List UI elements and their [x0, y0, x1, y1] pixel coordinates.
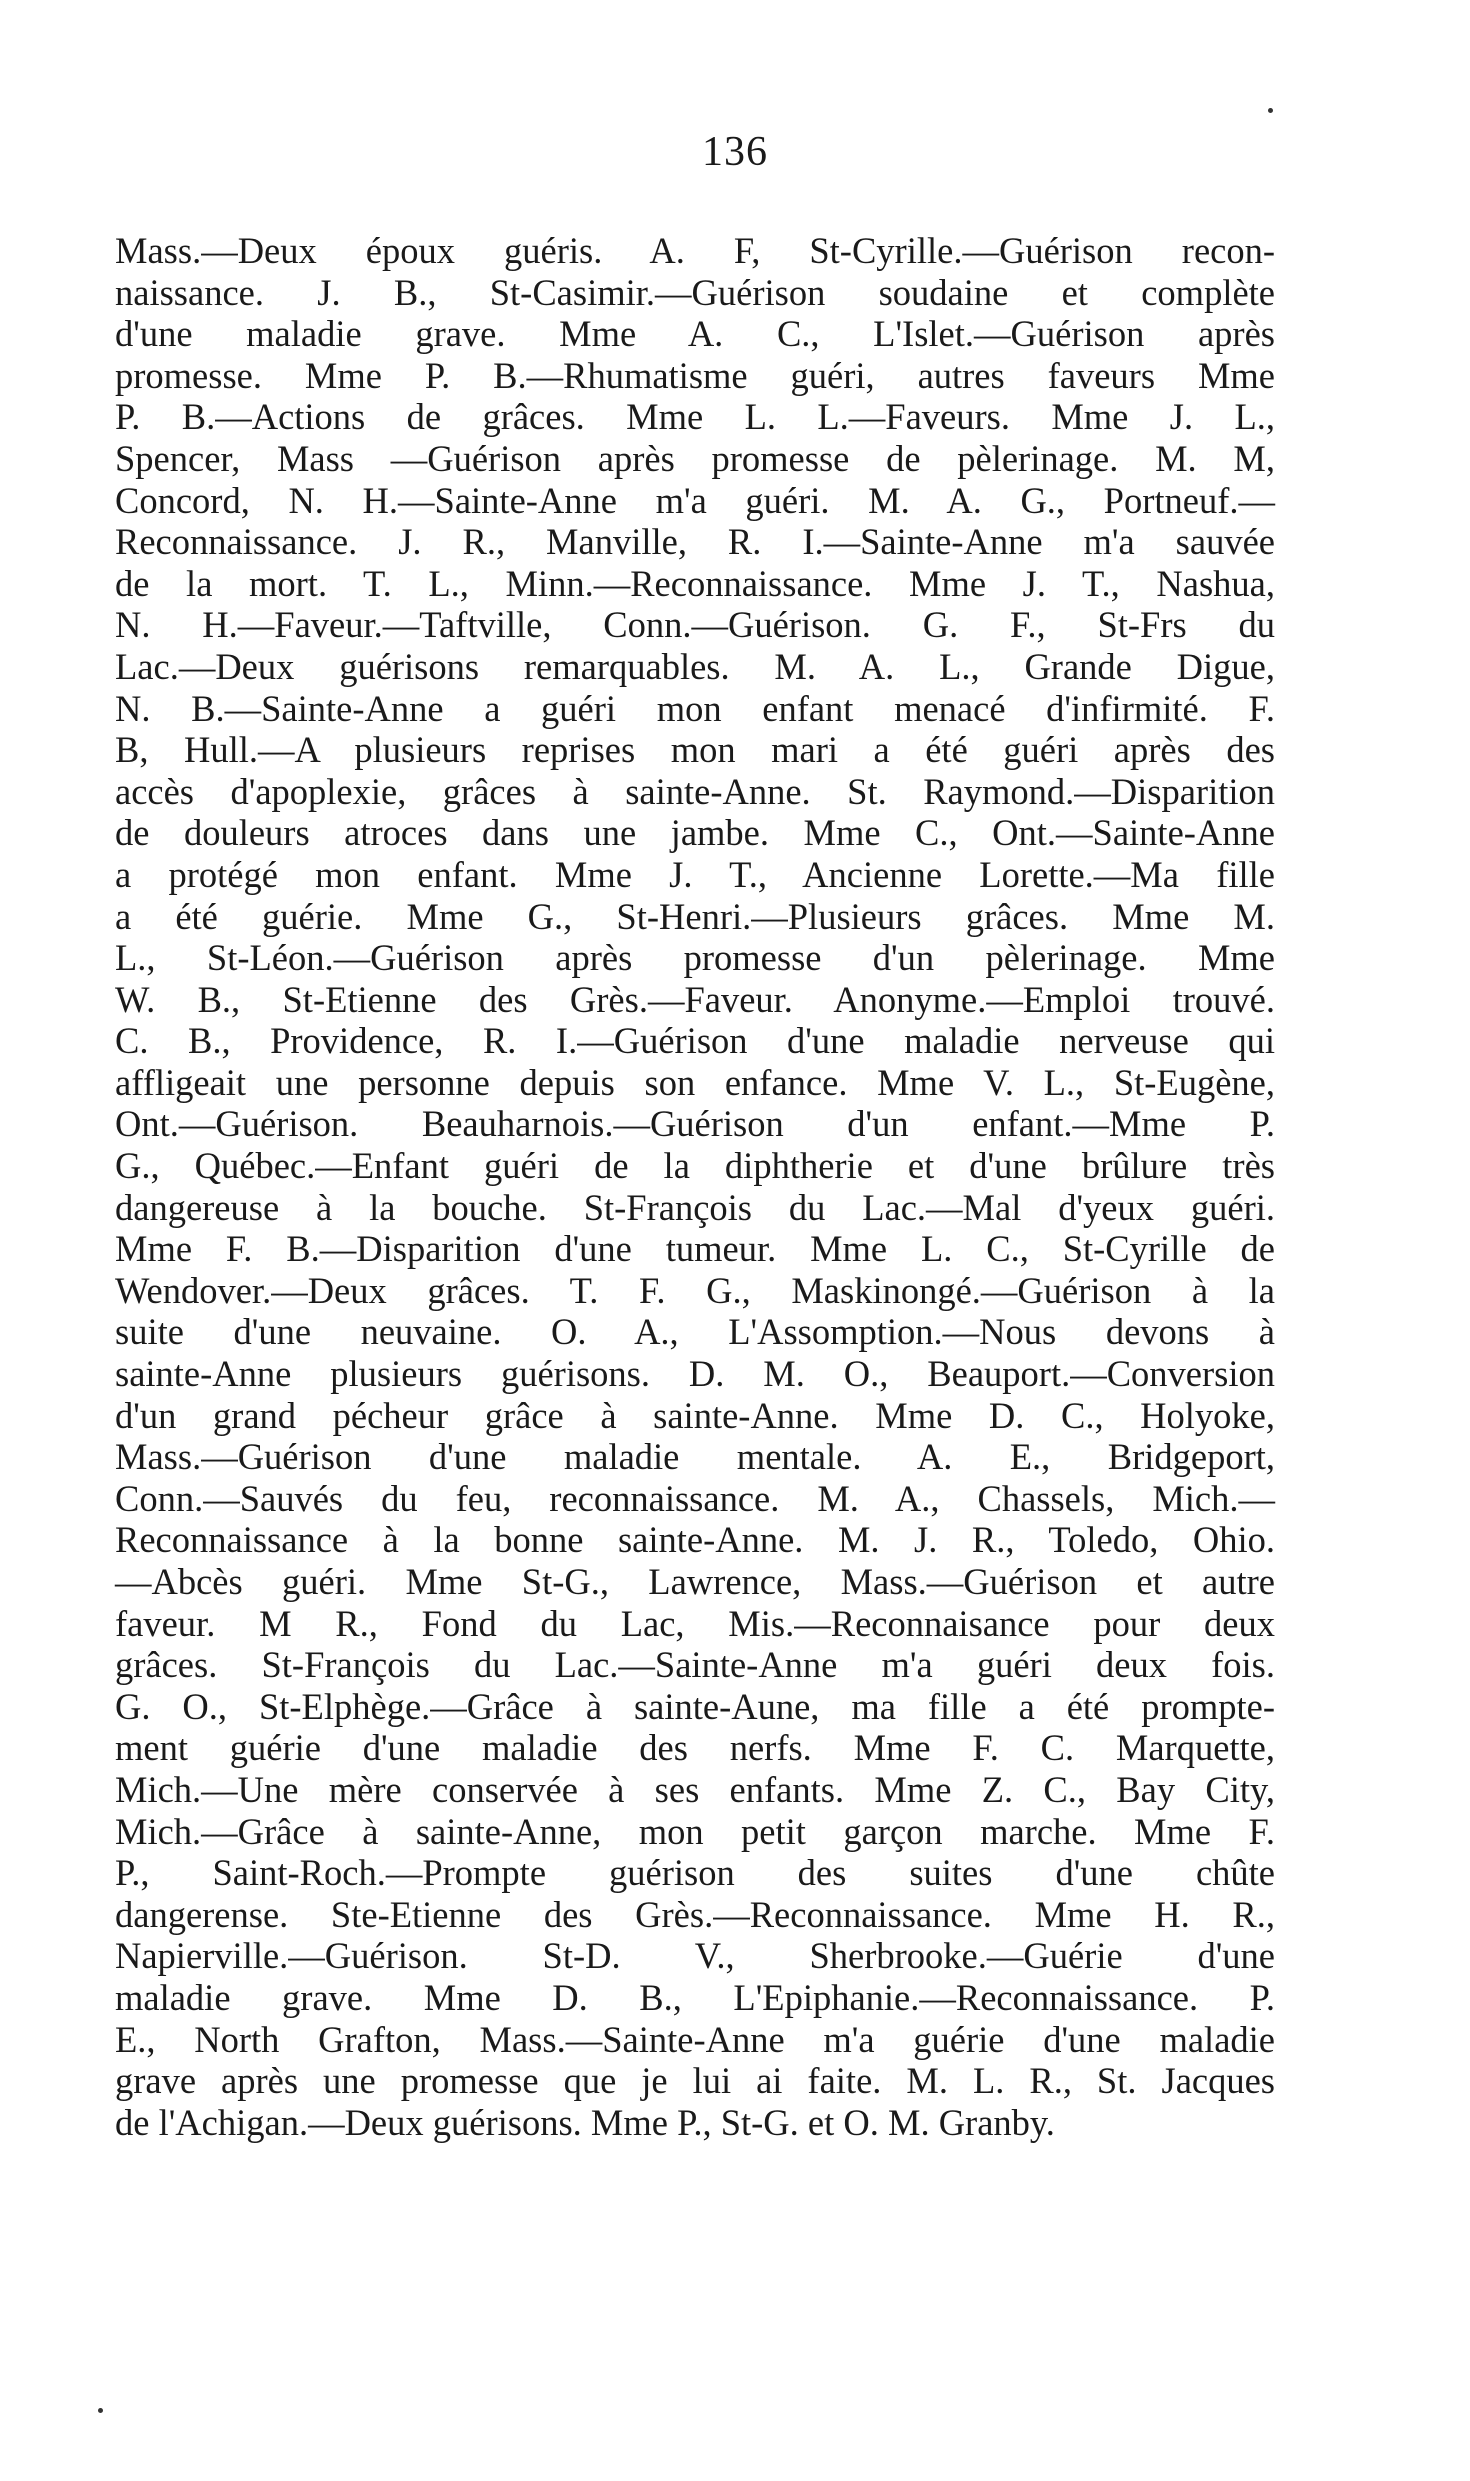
text-line: G. O., St-Elphège.—Grâce à sainte-Aune, ma fille a été prompte- [115, 1685, 1275, 1727]
text-line: E., North Grafton, Mass.—Sainte-Anne m'a guérie d'une maladie [115, 2018, 1275, 2060]
text-line: promesse. Mme P. B.—Rhumatisme guéri, autres faveurs Mme [115, 354, 1275, 396]
text-line: Concord, N. H.—Sainte-Anne m'a guéri. M. A. G., Portneuf.— [115, 479, 1275, 521]
text-line: B, Hull.—A plusieurs reprises mon mari a été guéri après des [115, 729, 1275, 771]
text-line: Mme F. B.—Disparition d'une tumeur. Mme L. C., St-Cyrille de [115, 1228, 1275, 1270]
text-line: dangerense. Ste-Etienne des Grès.—Reconnaissance. Mme H. R., [115, 1893, 1275, 1935]
text-line: dangereuse à la bouche. St-François du Lac.—Mal d'yeux guéri. [115, 1186, 1275, 1228]
text-line: grâces. St-François du Lac.—Sainte-Anne m'a guéri deux fois. [115, 1644, 1275, 1686]
text-line: C. B., Providence, R. I.—Guérison d'une maladie nerveuse qui [115, 1020, 1275, 1062]
text-line: Reconnaissance à la bonne sainte-Anne. M. J. R., Toledo, Ohio. [115, 1519, 1275, 1561]
text-line: Spencer, Mass —Guérison après promesse de pèlerinage. M. M, [115, 437, 1275, 479]
text-line: P. B.—Actions de grâces. Mme L. L.—Faveurs. Mme J. L., [115, 396, 1275, 438]
text-line: d'un grand pécheur grâce à sainte-Anne. Mme D. C., Holyoke, [115, 1394, 1275, 1436]
text-line: Wendover.—Deux grâces. T. F. G., Maskinongé.—Guérison à la [115, 1269, 1275, 1311]
text-line: faveur. M R., Fond du Lac, Mis.—Reconnaisance pour deux [115, 1602, 1275, 1644]
text-line: G., Québec.—Enfant guéri de la diphtherie et d'une brûlure très [115, 1145, 1275, 1187]
text-line: Ont.—Guérison. Beauharnois.—Guérison d'un enfant.—Mme P. [115, 1103, 1275, 1145]
page-number: 136 [702, 129, 768, 175]
speck-mark [1268, 108, 1273, 113]
text-line: L., St-Léon.—Guérison après promesse d'un pèlerinage. Mme [115, 937, 1275, 979]
speck-mark [98, 2408, 103, 2413]
text-line: de l'Achigan.—Deux guérisons. Mme P., St-G. et O. M. Granby. [115, 2101, 1055, 2143]
text-line: grave après une promesse que je lui ai faite. M. L. R., St. Jacques [115, 2060, 1275, 2102]
text-line: N. H.—Faveur.—Taftville, Conn.—Guérison. G. F., St-Frs du [115, 604, 1275, 646]
text-line: Mich.—Grâce à sainte-Anne, mon petit garçon marche. Mme F. [115, 1810, 1275, 1852]
text-line: Conn.—Sauvés du feu, reconnaissance. M. A., Chassels, Mich.— [115, 1477, 1275, 1519]
text-line: a été guérie. Mme G., St-Henri.—Plusieurs grâces. Mme M. [115, 895, 1275, 937]
text-line: accès d'apoplexie, grâces à sainte-Anne. St. Raymond.—Disparition [115, 770, 1275, 812]
text-line: Napierville.—Guérison. St-D. V., Sherbrooke.—Guérie d'une [115, 1935, 1275, 1977]
text-line: N. B.—Sainte-Anne a guéri mon enfant menacé d'infirmité. F. [115, 687, 1275, 729]
text-line: suite d'une neuvaine. O. A., L'Assomption.—Nous devons à [115, 1311, 1275, 1353]
text-line: Reconnaissance. J. R., Manville, R. I.—Sainte-Anne m'a sauvée [115, 521, 1275, 563]
text-line: Mass.—Deux époux guéris. A. F, St-Cyrille.—Guérison recon- [115, 230, 1275, 271]
text-line: d'une maladie grave. Mme A. C., L'Islet.—Guérison après [115, 313, 1275, 355]
text-line: —Abcès guéri. Mme St-G., Lawrence, Mass.—Guérison et autre [115, 1561, 1275, 1602]
text-line: a protégé mon enfant. Mme J. T., Ancienne Lorette.—Ma fille [115, 853, 1275, 895]
text-line: Lac.—Deux guérisons remarquables. M. A. L., Grande Digue, [115, 645, 1275, 687]
text-line: P., Saint-Roch.—Prompte guérison des suites d'une chûte [115, 1852, 1275, 1894]
text-line: sainte-Anne plusieurs guérisons. D. M. O., Beauport.—Conversion [115, 1353, 1275, 1395]
text-line: maladie grave. Mme D. B., L'Epiphanie.—Reconnaissance. P. [115, 1976, 1275, 2018]
text-line: de la mort. T. L., Minn.—Reconnaissance. Mme J. T., Nashua, [115, 562, 1275, 604]
text-line: de douleurs atroces dans une jambe. Mme C., Ont.—Sainte-Anne [115, 812, 1275, 854]
body-text [115, 230, 1275, 2143]
text-line: affligeait une personne depuis son enfance. Mme V. L., St-Eugène, [115, 1061, 1275, 1103]
text-line: naissance. J. B., St-Casimir.—Guérison soudaine et complète [115, 271, 1275, 313]
text-line: Mass.—Guérison d'une maladie mentale. A. E., Bridgeport, [115, 1436, 1275, 1478]
text-line: W. B., St-Etienne des Grès.—Faveur. Anonyme.—Emploi trouvé. [115, 978, 1275, 1020]
text-line: ment guérie d'une maladie des nerfs. Mme F. C. Marquette, [115, 1727, 1275, 1769]
text-line: Mich.—Une mère conservée à ses enfants. Mme Z. C., Bay City, [115, 1768, 1275, 1810]
